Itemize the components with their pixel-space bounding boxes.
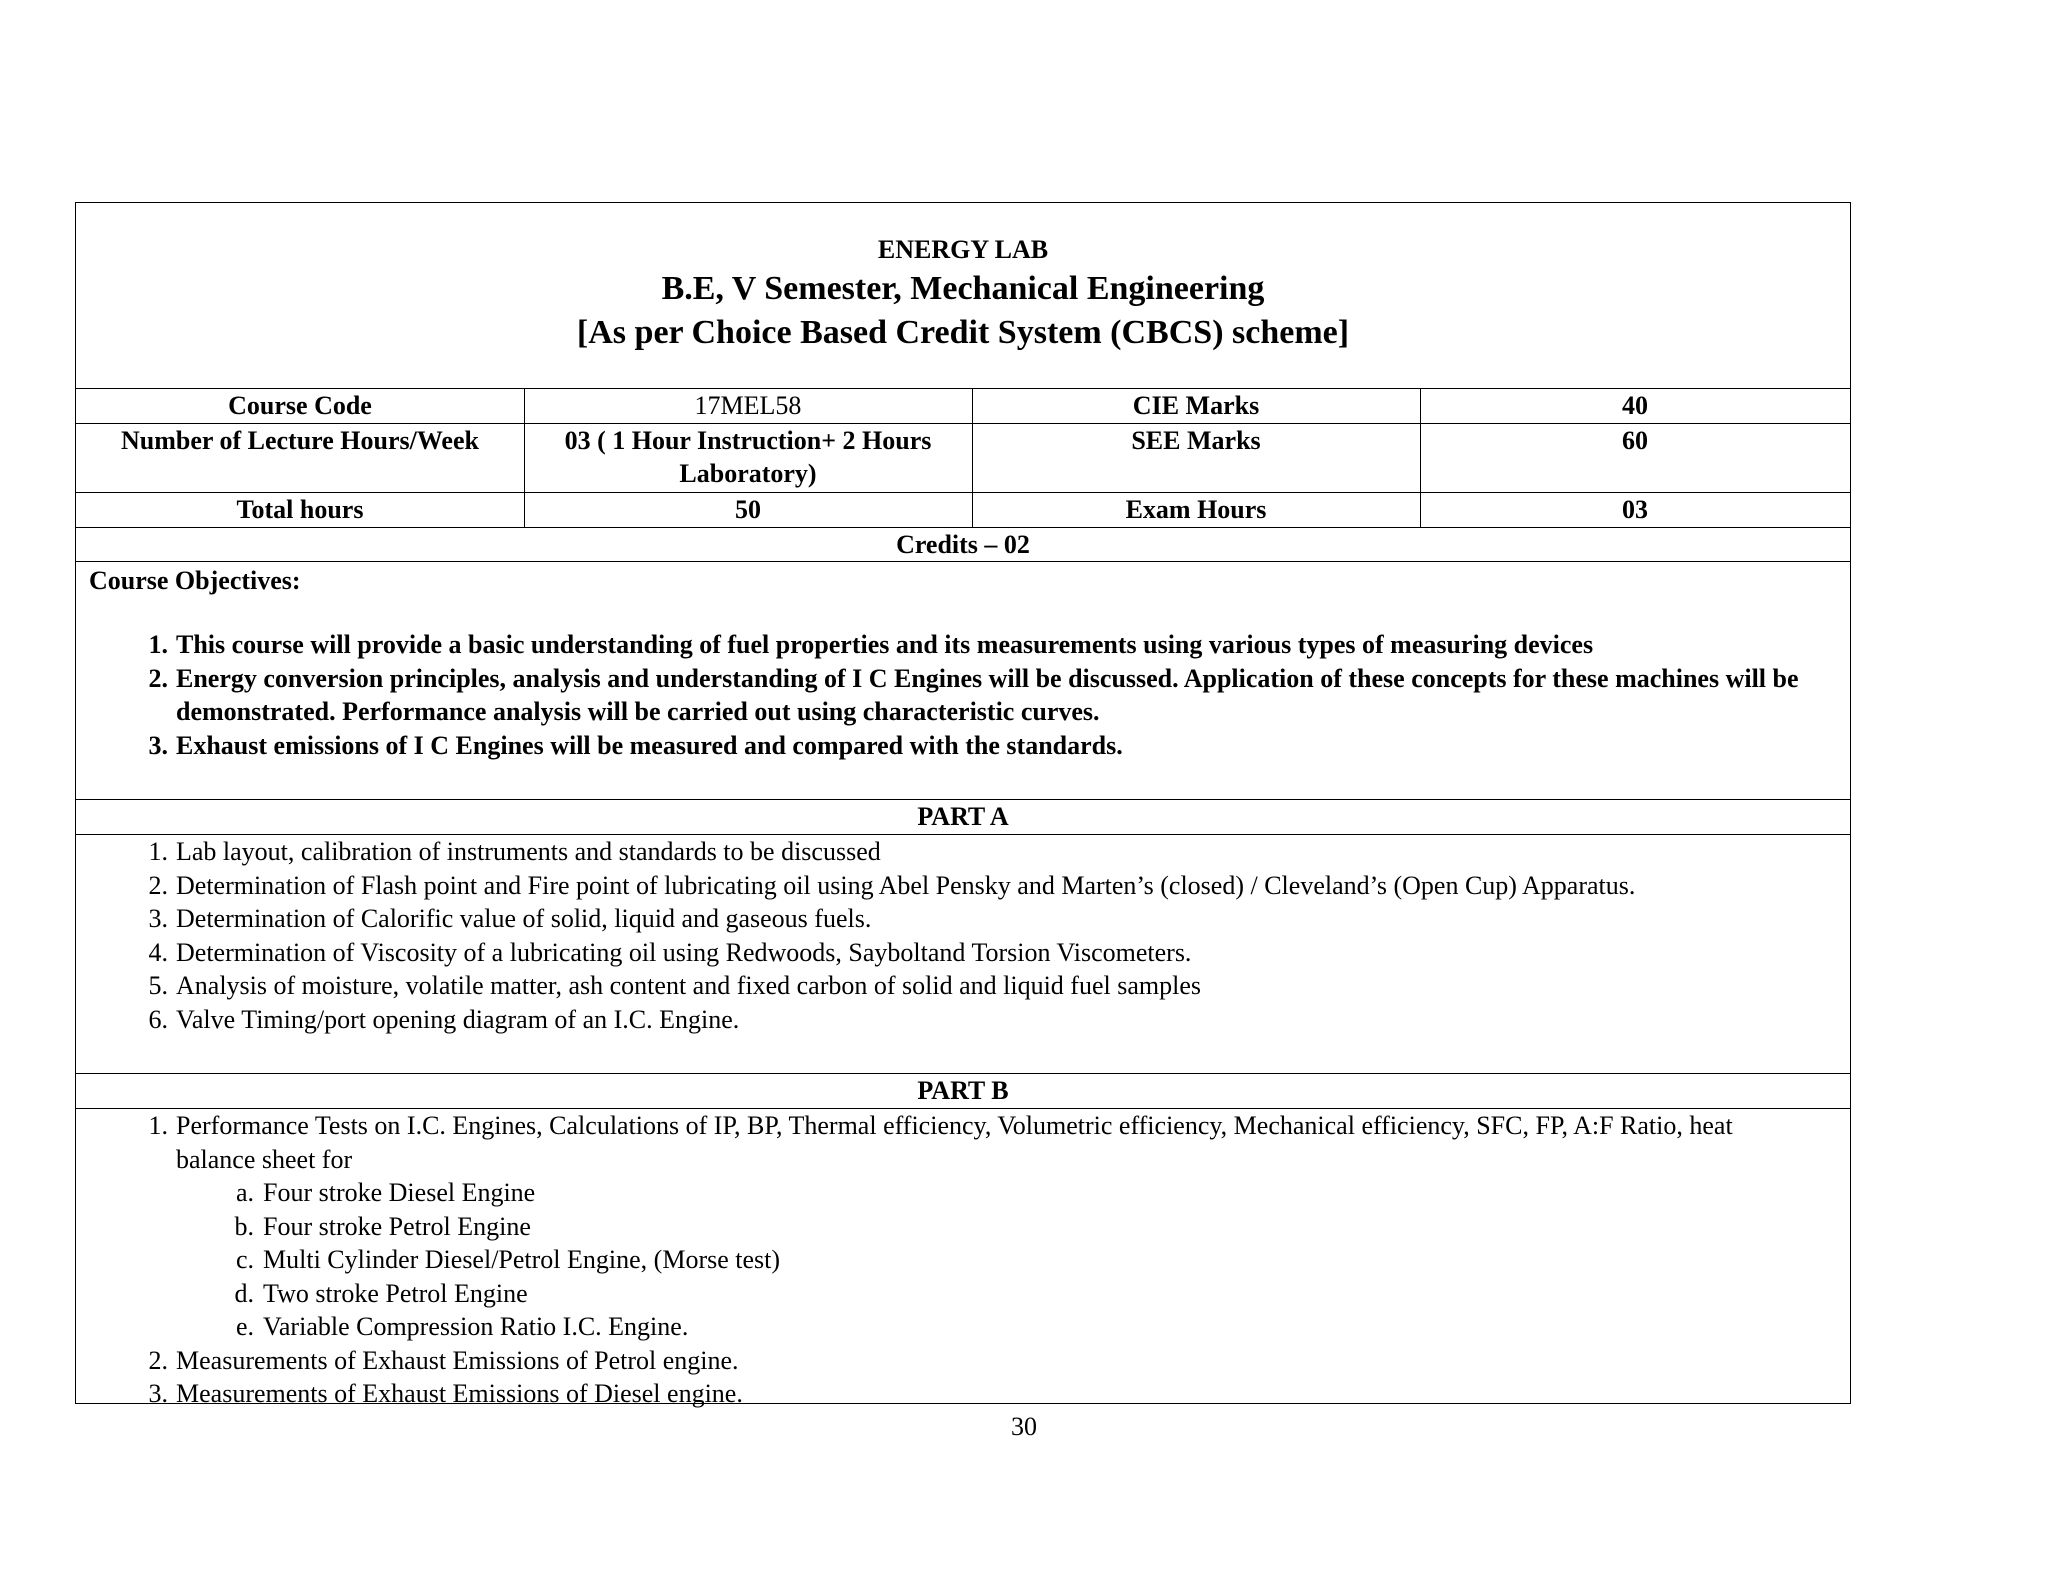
table-row: [76, 423, 1850, 492]
course-code-label: Course Code: [228, 391, 372, 420]
list-item: d. Two stroke Petrol Engine: [234, 1278, 528, 1308]
part-a-section: [76, 834, 1850, 1073]
list-item: a. Four stroke Diesel Engine: [235, 1178, 536, 1207]
cie-marks-value: 40: [1622, 391, 1648, 420]
total-hours-value: 50: [735, 495, 761, 524]
part-b-list: [76, 1109, 1846, 1411]
list-item: 2. Measurements of Exhaust Emissions of Petrol engine.: [148, 1345, 739, 1375]
part-a-header: [76, 799, 1850, 834]
credits: Credits – 02: [896, 530, 1030, 559]
list-item: 1. Lab layout, calibration of instruments and standards to be discussed: [148, 837, 881, 866]
course-code-value: 17MEL58: [694, 391, 802, 420]
part-a-list: [76, 835, 1635, 1036]
list-item: 3. Exhaust emissions of I C Engines will be measured and compared with the standards.: [148, 730, 1123, 760]
list-item: 3. Measurements of Exhaust Emissions of Diesel engine.: [148, 1379, 743, 1408]
page-number: 30: [1011, 1412, 1037, 1441]
list-item: 2. Energy conversion principles, analysis and understanding of I C Engines will be discussed. Application of these concepts for these machines will be demonstrated. Performance analysis will be carried out using characteristic curves.: [148, 663, 1799, 726]
list-item: 6. Valve Timing/port opening diagram of an I.C. Engine.: [148, 1004, 740, 1034]
list-item: 2. Determination of Flash point and Fire point of lubricating oil using Abel Pensky and Marten’s (closed) / Cleveland’s (Open Cup) Apparatus.: [148, 870, 1636, 900]
part-a-title: PART A: [917, 802, 1009, 831]
lecture-hours-value: 03 ( 1 Hour Instruction+ 2 Hours Laboratory): [564, 426, 932, 488]
see-marks-value: 60: [1622, 426, 1648, 455]
cie-marks-label: CIE Marks: [1132, 391, 1260, 420]
part-b-header: [76, 1073, 1850, 1108]
table-row: [76, 388, 1850, 423]
objectives-title: Course Objectives:: [89, 566, 301, 595]
part-b-sublist: [176, 1176, 1816, 1344]
header-block: [76, 203, 1850, 388]
syllabus-table: [75, 202, 1851, 1408]
scheme-title: [As per Choice Based Credit System (CBCS) scheme]: [576, 314, 1350, 351]
total-hours-label: Total hours: [236, 495, 364, 524]
lab-title: ENERGY LAB: [877, 235, 1049, 264]
lecture-hours-label: Number of Lecture Hours/Week: [121, 426, 479, 455]
list-item: 5. Analysis of moisture, volatile matter, ash content and fixed carbon of solid and liquid fuel samples: [148, 971, 1201, 1000]
part-b-title: PART B: [917, 1076, 1009, 1105]
exam-hours-label: Exam Hours: [1125, 495, 1267, 524]
list-item: b. Four stroke Petrol Engine: [234, 1211, 531, 1241]
objectives-section: [76, 561, 1850, 799]
list-item: 1. Performance Tests on I.C. Engines, Calculations of IP, BP, Thermal efficiency, Volumetric efficiency, Mechanical efficiency, SFC, FP, A:F Ratio, heat balance sheet for a. Four stroke Diesel Engine b. Four stroke Petrol Engine c. Multi Cylinder Diesel/Petrol Engine, (Morse test) d. Two stroke Petrol Engine e. Variable Compression Ratio I.C. Engine.: [76, 1109, 1846, 1344]
credits-row: [76, 527, 1850, 561]
list-item: 4. Determination of Viscosity of a lubricating oil using Redwoods, Sayboltand Torsion Viscometers.: [148, 937, 1192, 967]
part-b-section: [76, 1108, 1850, 1408]
semester-title: B.E, V Semester, Mechanical Engineering: [661, 270, 1265, 307]
see-marks-label: SEE Marks: [1131, 426, 1261, 455]
table-row: [76, 492, 1850, 527]
list-item: c. Multi Cylinder Diesel/Petrol Engine, (Morse test): [235, 1245, 781, 1274]
list-item: 1. This course will provide a basic understanding of fuel properties and its measurements using various types of measuring devices: [148, 630, 1594, 659]
objectives-list: [76, 628, 1876, 762]
list-item: 3. Determination of Calorific value of solid, liquid and gaseous fuels.: [148, 904, 872, 933]
list-item: e. Variable Compression Ratio I.C. Engine.: [235, 1312, 689, 1341]
exam-hours-value: 03: [1622, 495, 1648, 524]
